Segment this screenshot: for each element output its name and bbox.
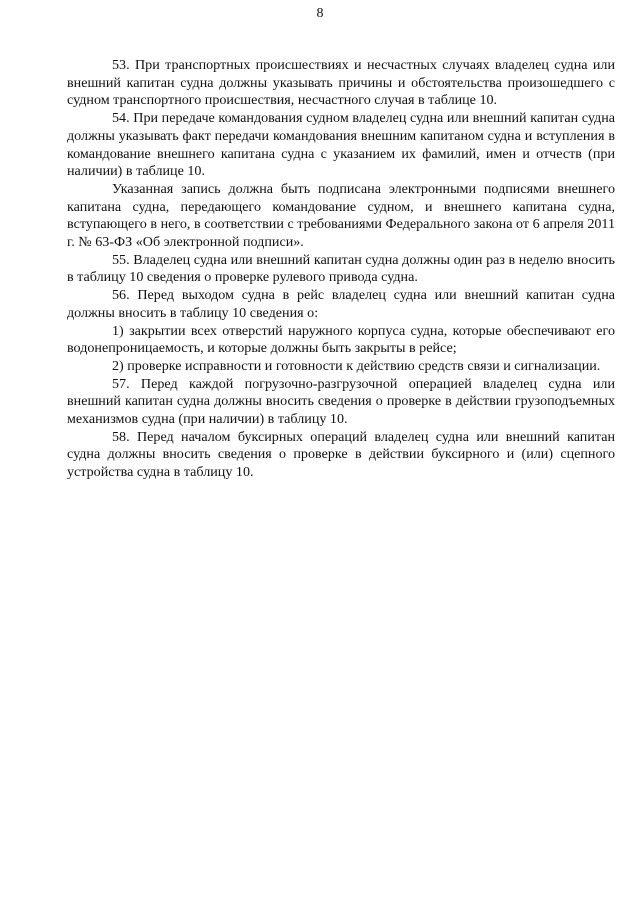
paragraph-56-item-2: 2) проверке исправности и готовности к действию средств связи и сигнализации. xyxy=(112,357,601,374)
page-number: 8 xyxy=(316,6,324,21)
paragraph-signature-note: Указанная запись должна быть подписана электронными подписями внешнего капитана судна, передающего командование судном, и внешнего капитана судна, вступающего в него, в соответствии с требованиями Федерального закона от 6 апреля 2011 г. № 63-ФЗ «Об электронной подписи». xyxy=(67,180,615,251)
document-body xyxy=(67,57,615,482)
paragraph-55: 55. Владелец судна или внешний капитан судна должны один раз в неделю вносить в таблицу 10 сведения о проверке рулевого привода судна. xyxy=(67,251,615,286)
paragraph-56-item-1: 1) закрытии всех отверстий наружного корпуса судна, которые обеспечивают его водонепроницаемость, и которые должны быть закрыты в рейсе; xyxy=(67,322,615,357)
paragraph-54: 54. При передаче командования судном владелец судна или внешний капитан судна должны указывать факт передачи командования внешним капитаном судна и вступления в командование внешнего капитана судна с указанием их фамилий, имен и отчеств (при наличии) в таблице 10. xyxy=(67,110,615,180)
paragraph-58: 58. Перед началом буксирных операций владелец судна или внешний капитан судна должны вносить сведения о проверке в действии буксирного и (или) сцепного устройства судна в таблицу 10. xyxy=(67,428,615,481)
paragraph-53: 53. При транспортных происшествиях и несчастных случаях владелец судна или внешний капитан судна должны указывать причины и обстоятельства произошедшего с судном транспортного происшествия, несчастного случая в таблице 10. xyxy=(67,57,615,109)
paragraph-57: 57. Перед каждой погрузочно-разгрузочной операцией владелец судна или внешний капитан судна должны вносить сведения о проверке в действии грузоподъемных механизмов судна (при наличии) в таблицу 10. xyxy=(67,375,615,428)
paragraph-56: 56. Перед выходом судна в рейс владелец судна или внешний капитан судна должны вносить в таблицу 10 сведения о: xyxy=(67,287,615,321)
